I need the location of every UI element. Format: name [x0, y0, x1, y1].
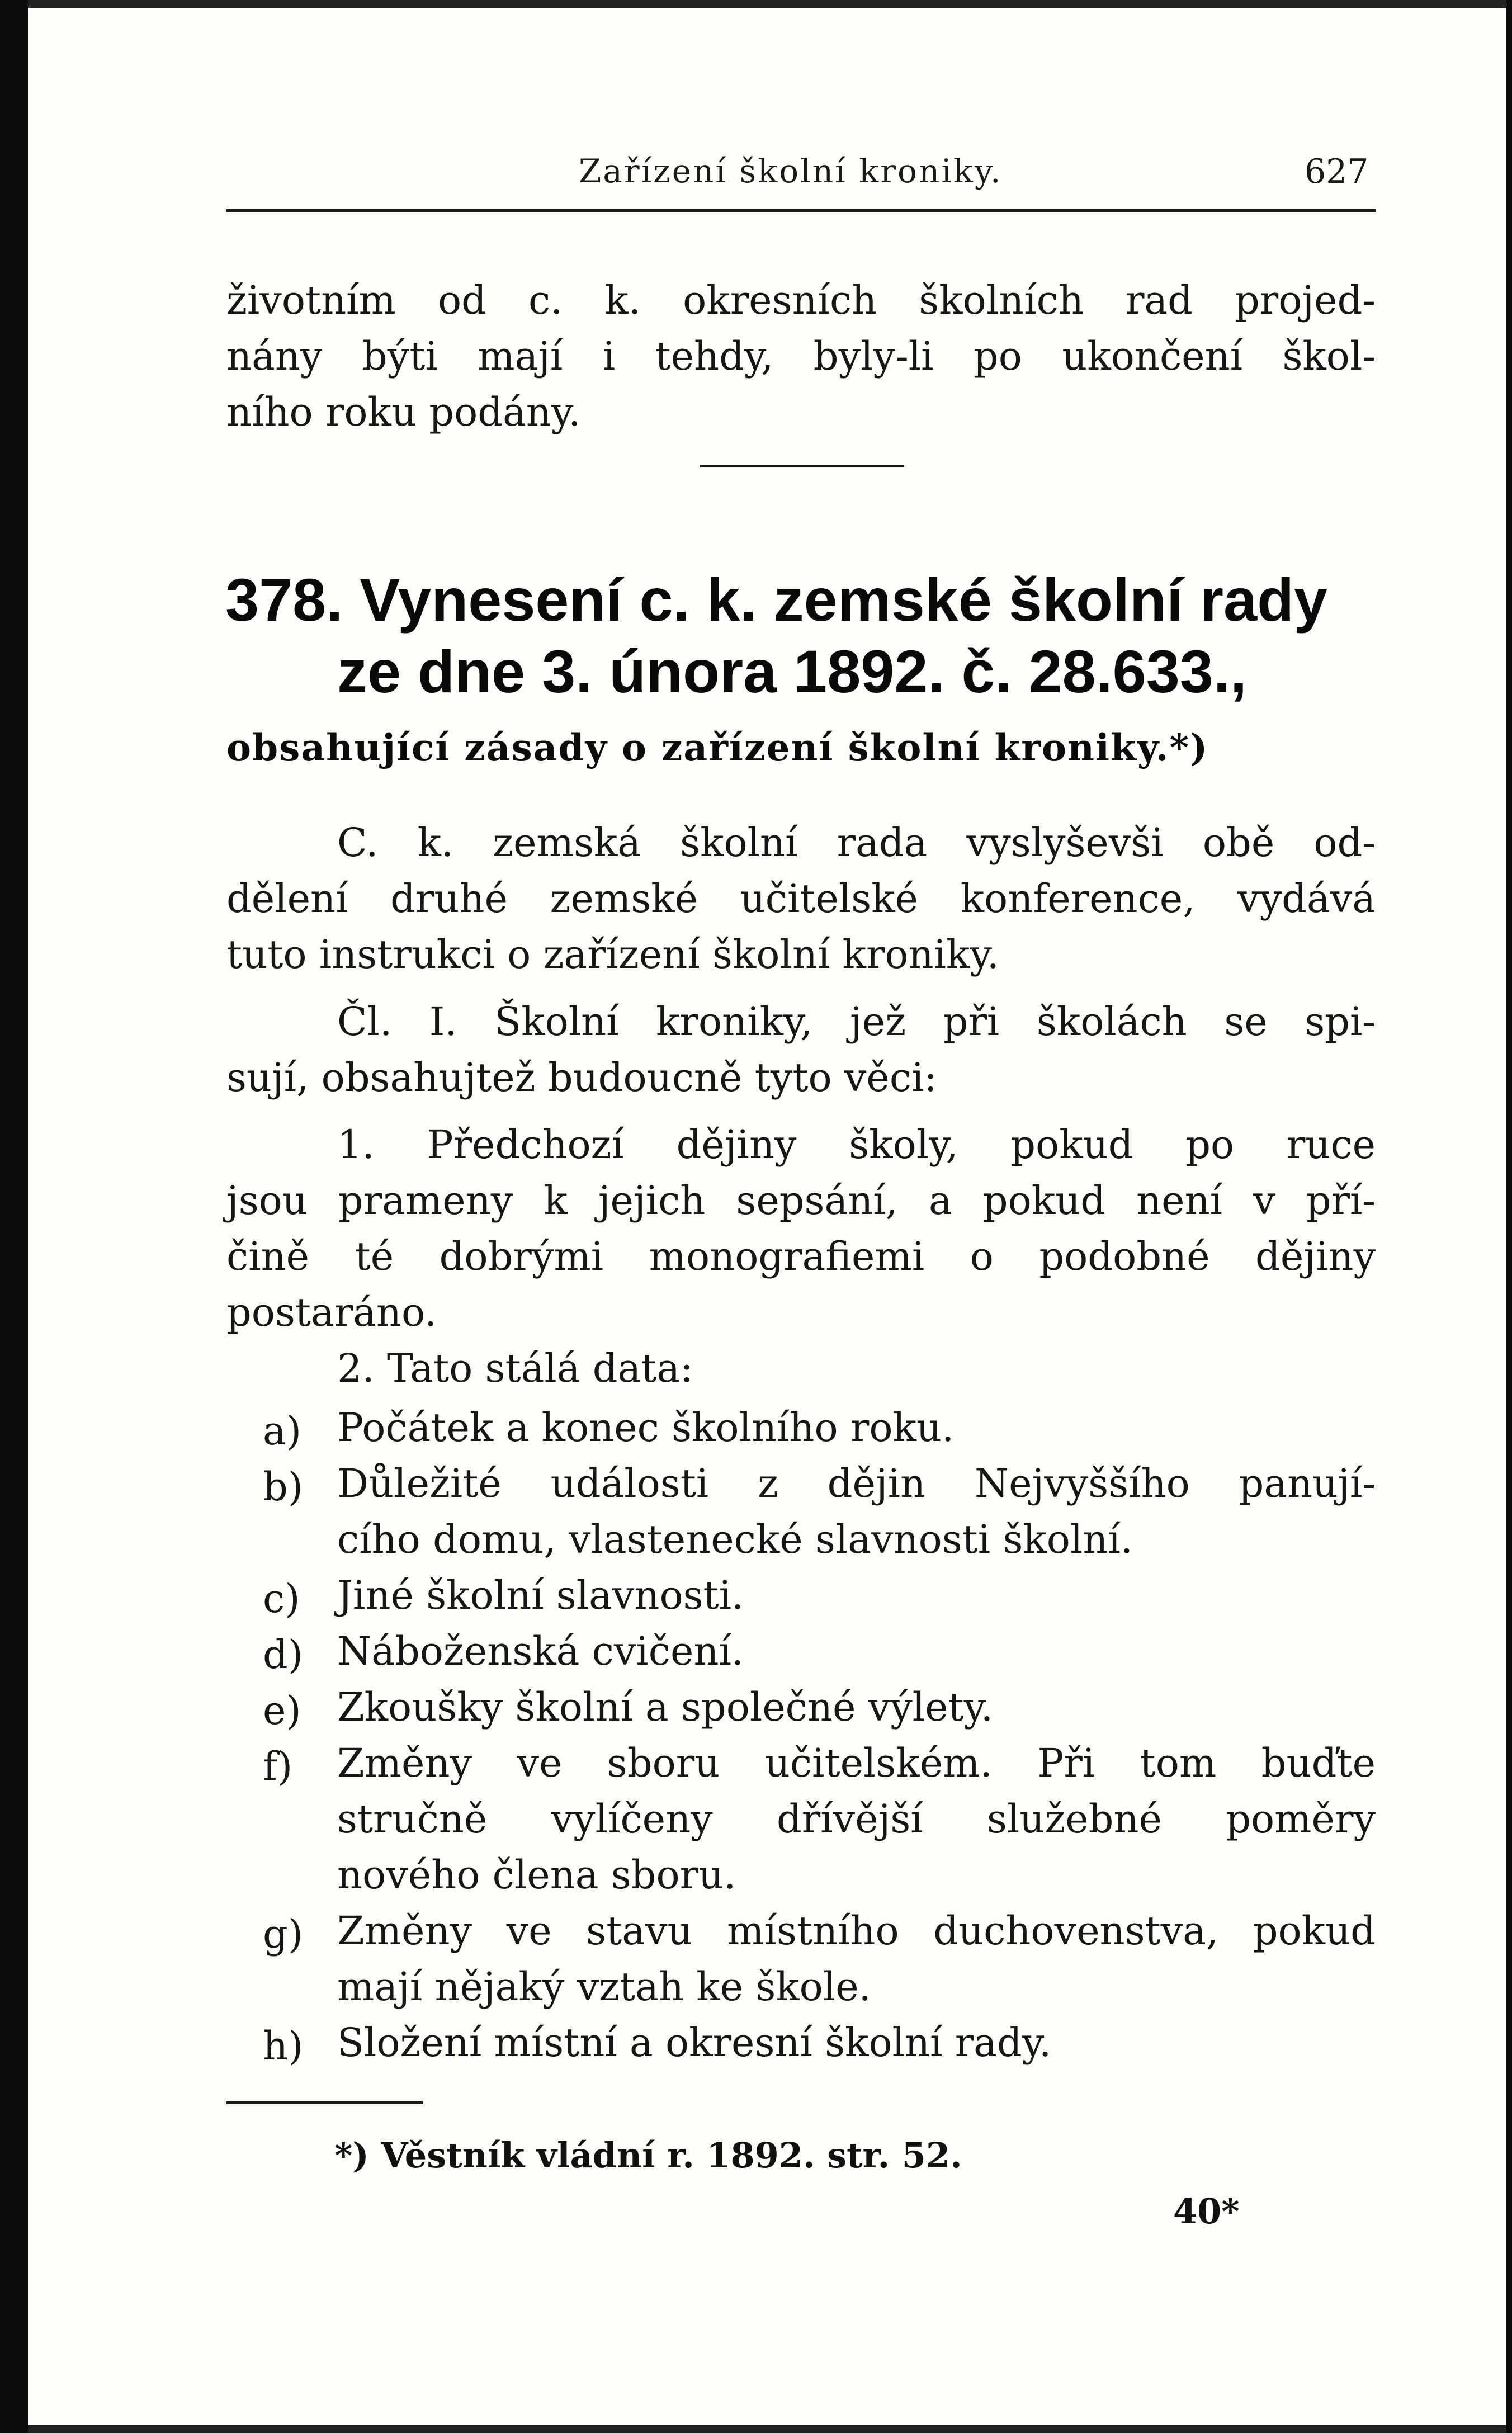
article-1-line-1: Čl. I. Školní kroniky, jež při školách se spi-: [337, 999, 1376, 1045]
item-b-label: b): [263, 1464, 304, 1510]
item-c-text: Jiné školní slavnosti.: [337, 1572, 744, 1618]
point-1-line-3: čině té dobrými monografiemi o podobné dějiny: [226, 1234, 1376, 1279]
page-number: 627: [1305, 152, 1369, 191]
item-a-text: Počátek a konec školního roku.: [337, 1405, 955, 1451]
scan-border-bottom: [0, 2425, 1512, 2433]
item-g-text-line-1: Změny ve stavu místního duchovenstva, pokud: [337, 1908, 1376, 1954]
scan-border-top: [0, 0, 1512, 8]
item-d-text: Náboženská cvičení.: [337, 1628, 744, 1674]
paragraph-1-line-3: tuto instrukci o zařízení školní kroniky.: [226, 932, 999, 977]
item-f-text-line-1: Změny ve sboru učitelském. Při tom buďte: [337, 1740, 1376, 1786]
point-1-line-4: postaráno.: [226, 1289, 437, 1335]
header-rule: [226, 209, 1376, 212]
running-title: Zařízení školní kroniky.: [579, 152, 1003, 190]
point-2-heading: 2. Tato stálá data:: [337, 1345, 693, 1391]
item-f-text-line-3: nového člena sboru.: [337, 1852, 736, 1898]
item-b-text-line-2: cího domu, vlastenecké slavnosti školní.: [337, 1517, 1133, 1562]
footnote-rule: [226, 2101, 423, 2104]
intro-line-3: ního roku podány.: [226, 389, 581, 435]
item-c-label: c): [263, 1576, 300, 1622]
signature-mark: 40*: [1173, 2191, 1240, 2232]
item-b-text-line-1: Důležité události z dějin Nejvyššího panují-: [337, 1461, 1376, 1506]
item-f-text-line-2: stručně vylíčeny dřívější služebné poměry: [337, 1796, 1376, 1842]
item-d-label: d): [263, 1632, 304, 1678]
section-subheading: obsahující zásady o zařízení školní kroniky.*): [226, 726, 1209, 769]
footnote: *) Věstník vládní r. 1892. str. 52.: [334, 2135, 962, 2176]
paragraph-1-line-1: C. k. zemská školní rada vyslyševši obě od-: [337, 820, 1376, 866]
intro-line-2: nány býti mají i tehdy, byly-li po ukončení škol-: [226, 333, 1376, 379]
point-1-line-2: jsou prameny k jejich sepsání, a pokud není v pří-: [226, 1178, 1376, 1223]
section-heading-line-1: 378. Vynesení c. k. zemské školní rady: [225, 566, 1328, 634]
scan-border-right: [1506, 0, 1512, 2433]
section-separator-rule: [700, 465, 904, 467]
item-e-text: Zkoušky školní a společné výlety.: [337, 1684, 994, 1730]
scan-border-left: [0, 0, 28, 2433]
paragraph-1-line-2: dělení druhé zemské učitelské konference, vydává: [226, 876, 1376, 922]
intro-line-1: životním od c. k. okresních školních rad projed-: [226, 277, 1376, 323]
article-1-line-2: sují, obsahujtež budoucně tyto věci:: [226, 1055, 938, 1100]
item-g-label: g): [263, 1911, 304, 1957]
section-heading-line-2: ze dne 3. února 1892. č. 28.633.,: [337, 637, 1247, 705]
point-1-line-1: 1. Předchozí dějiny školy, pokud po ruce: [337, 1122, 1376, 1168]
item-a-label: a): [263, 1408, 302, 1454]
item-e-label: e): [263, 1688, 301, 1733]
item-h-label: h): [263, 2023, 304, 2069]
item-g-text-line-2: mají nějaký vztah ke škole.: [337, 1964, 871, 2010]
item-h-text: Složení místní a okresní školní rady.: [337, 2020, 1052, 2066]
item-f-label: f): [263, 1744, 293, 1789]
